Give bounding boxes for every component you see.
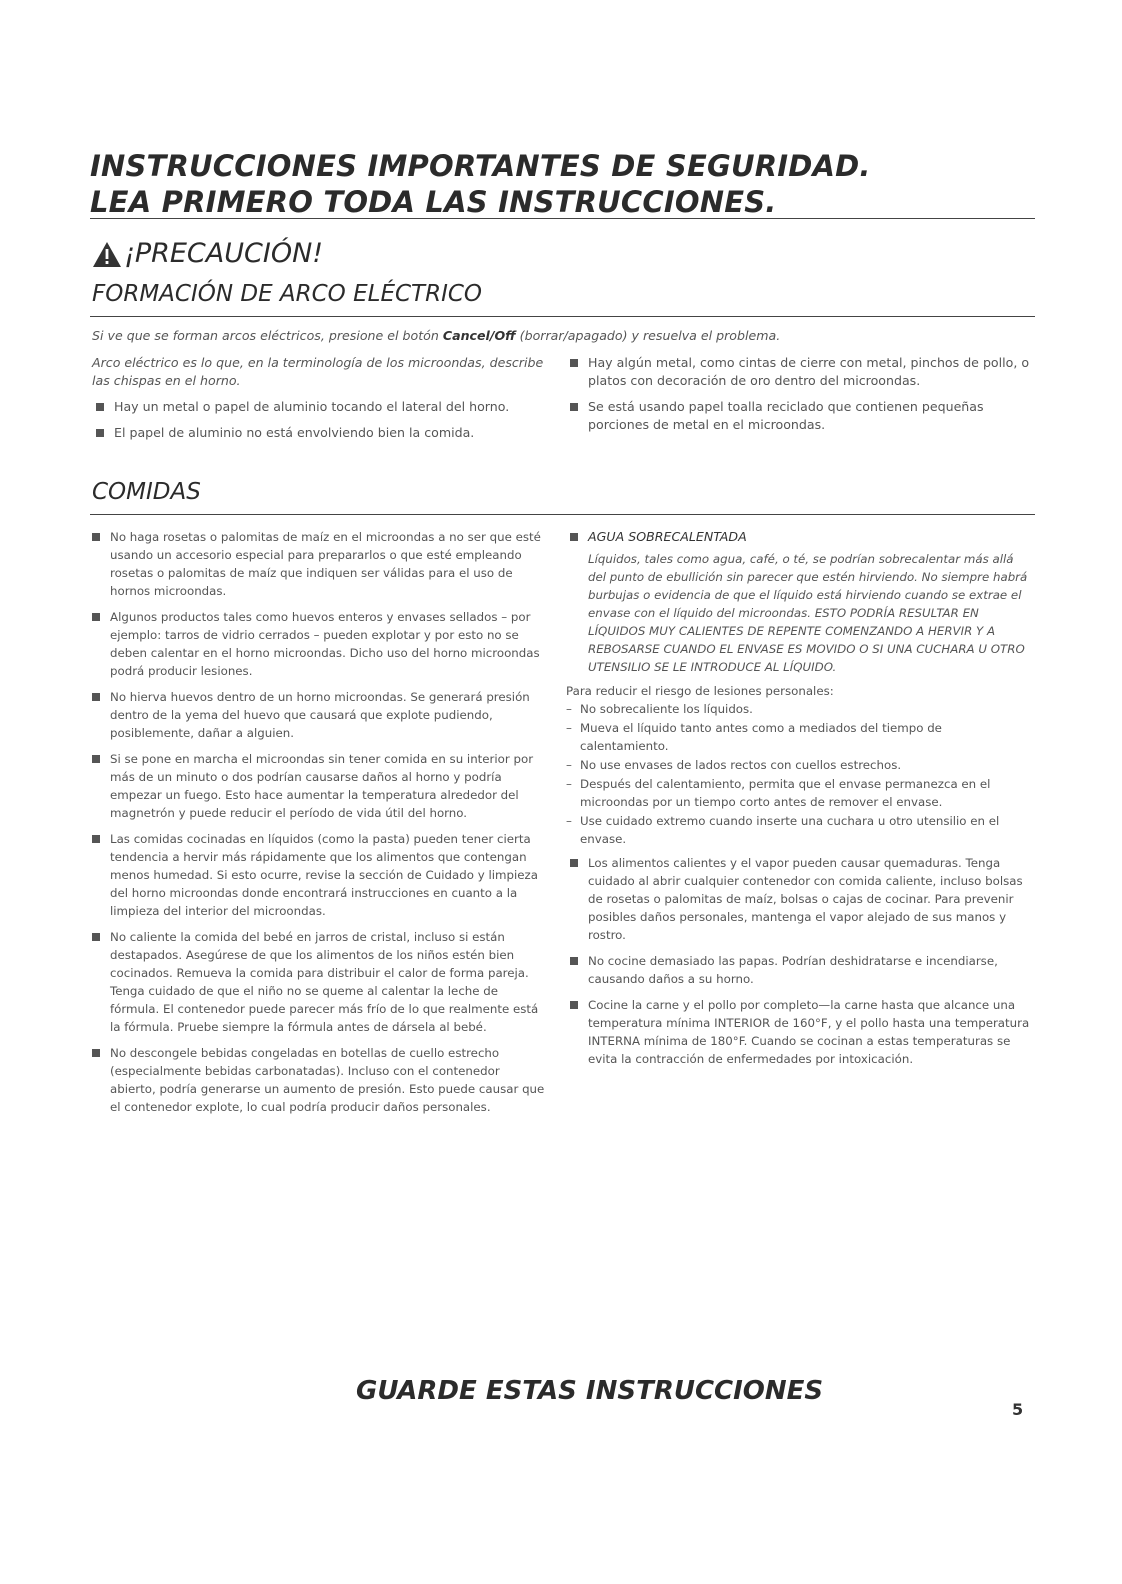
list-item bbox=[566, 398, 1032, 434]
list-item bbox=[88, 830, 548, 920]
list-item bbox=[566, 812, 1032, 848]
tip-text: No use envases de lados rectos con cuellos estrechos. bbox=[580, 758, 902, 772]
title-rule bbox=[90, 218, 1035, 219]
cancel-off-button-name: Cancel/Off bbox=[442, 328, 516, 343]
dash-bullet: – bbox=[566, 777, 572, 791]
bullet-text: El papel de aluminio no está envolviendo bien la comida. bbox=[114, 425, 475, 440]
list-item bbox=[88, 608, 548, 680]
square-bullet-icon bbox=[92, 613, 100, 621]
square-bullet-icon bbox=[92, 933, 100, 941]
list-item bbox=[92, 398, 552, 416]
dash-bullet: – bbox=[566, 721, 572, 735]
superheated-water-body: Líquidos, tales como agua, café, o té, se podrían sobrecalentar más allá del punto de ebullición sin parecer que estén hirviendo. No siempre habrá burbujas o evidencia de que el líquido está hirviendo cuando se extrae el envase con el líquido del microondas. ESTO PODRÍA RESULTAR EN LÍQUIDOS MUY CALIENTES DE REPENTE COMENZANDO A HERVIR Y A REBOSARSE CUANDO EL ENVASE ES MOVIDO O SI UNA CUCHARA U OTRO UTENSILIO SE LE INTRODUCE AL LÍQUIDO. bbox=[588, 552, 1028, 674]
square-bullet-icon bbox=[92, 693, 100, 701]
superheated-water-item bbox=[566, 528, 1032, 546]
bullet-text: No caliente la comida del bebé en jarros de cristal, incluso si están destapados. Asegúrese de que los alimentos de los niños estén bien cocinados. Remueva la comida para distribuir el calor de forma pareja. Tenga cuidado de que el niño no se queme al calentar la leche de fórmula. El contenedor puede parecer más frío de lo que realmente está la fórmula. Pruebe siempre la fórmula antes de dársela al bebé. bbox=[110, 930, 539, 1034]
tip-text: Use cuidado extremo cuando inserte una cuchara u otro utensilio en el envase. bbox=[580, 814, 1000, 846]
list-item bbox=[566, 952, 1032, 988]
bullet-text: Se está usando papel toalla reciclado que contienen pequeñas porciones de metal en el microondas. bbox=[588, 399, 984, 432]
bullet-text: Las comidas cocinadas en líquidos (como la pasta) pueden tener cierta tendencia a hervir más rápidamente que los alimentos que contengan menos humedad. Si esto ocurre, revise la sección de Cuidado y limpieza del horno microondas donde encontrará instrucciones en cuanto a la limpieza del interior del microondas. bbox=[110, 832, 538, 918]
arcing-left-column bbox=[92, 354, 552, 450]
caution-label: ¡PRECAUCIÓN! bbox=[124, 238, 324, 269]
square-bullet-icon bbox=[92, 1049, 100, 1057]
square-bullet-icon bbox=[96, 429, 104, 437]
foods-left-column bbox=[88, 528, 548, 1124]
list-item bbox=[92, 424, 552, 442]
list-item bbox=[88, 928, 548, 1036]
warning-triangle-icon bbox=[92, 241, 122, 268]
page-title bbox=[90, 148, 1035, 220]
save-instructions-footer: GUARDE ESTAS INSTRUCCIONES bbox=[356, 1376, 824, 1406]
square-bullet-icon bbox=[96, 403, 104, 411]
list-item bbox=[566, 996, 1032, 1068]
caution-heading bbox=[92, 238, 323, 270]
bullet-text: Si se pone en marcha el microondas sin tener comida en su interior por más de un minuto o dos podrían causarse daños al horno y podría empezar un fuego. Esto hace aumentar la temperatura alrededor del magnetrón y puede reducir el período de vida útil del horno. bbox=[110, 752, 534, 820]
square-bullet-icon bbox=[92, 835, 100, 843]
superheated-water-title: AGUA SOBRECALENTADA bbox=[588, 529, 747, 544]
arcing-definition: Arco eléctrico es lo que, en la terminología de los microondas, describe las chispas en el horno. bbox=[92, 355, 544, 388]
bullet-text: Cocine la carne y el pollo por completo—la carne hasta que alcance una temperatura mínima INTERIOR de 160°F, y el pollo hasta una temperatura INTERNA mínima de 180°F. Cuando se cocinan a estas temperaturas se evita la contracción de enfermedades por intoxicación. bbox=[588, 998, 1030, 1066]
foods-heading: COMIDAS bbox=[92, 479, 201, 505]
square-bullet-icon bbox=[92, 755, 100, 763]
square-bullet-icon bbox=[570, 859, 578, 867]
bullet-text: No cocine demasiado las papas. Podrían deshidratarse e incendiarse, causando daños a su horno. bbox=[588, 954, 998, 986]
bullet-text: Algunos productos tales como huevos enteros y envases sellados – por ejemplo: tarros de vidrio cerrados – pueden explotar y por esto no se deben calentar en el horno microondas. Dicho uso del horno microondas podrá producir lesiones. bbox=[110, 610, 540, 678]
arcing-heading: FORMACIÓN DE ARCO ELÉCTRICO bbox=[92, 281, 483, 307]
dash-bullet: – bbox=[566, 702, 572, 716]
list-item bbox=[566, 756, 1032, 774]
arcing-intro-tail: (borrar/apagado) y resuelva el problema. bbox=[515, 328, 781, 343]
square-bullet-icon bbox=[570, 533, 578, 541]
list-item bbox=[88, 528, 548, 600]
bullet-text: Los alimentos calientes y el vapor pueden causar quemaduras. Tenga cuidado al abrir cualquier contenedor con comida caliente, incluso bolsas de rosetas o palomitas de maíz, bolsas o cajas de cocinar. Para prevenir posibles daños personales, mantenga el vapor alejado de sus manos y rostro. bbox=[588, 856, 1023, 942]
bullet-text: No haga rosetas o palomitas de maíz en el microondas a no ser que esté usando un accesorio especial para prepararlos o que esté empleando rosetas o palomitas de maíz que indiquen ser válidas para el uso de hornos microondas. bbox=[110, 530, 541, 598]
list-item bbox=[566, 354, 1032, 390]
square-bullet-icon bbox=[570, 957, 578, 965]
arcing-intro-text: Si ve que se forman arcos eléctricos, presione el botón bbox=[92, 328, 443, 343]
list-item bbox=[88, 750, 548, 822]
title-line-1: INSTRUCCIONES IMPORTANTES DE SEGURIDAD. bbox=[90, 149, 871, 183]
dash-bullet: – bbox=[566, 758, 572, 772]
arcing-right-column bbox=[566, 354, 1032, 442]
tip-text: Después del calentamiento, permita que el envase permanezca en el microondas por un tiempo corto antes de remover el envase. bbox=[580, 777, 991, 809]
list-item bbox=[566, 854, 1032, 944]
dash-bullet: – bbox=[566, 814, 572, 828]
page-number: 5 bbox=[1012, 1400, 1024, 1419]
square-bullet-icon bbox=[92, 533, 100, 541]
square-bullet-icon bbox=[570, 1001, 578, 1009]
reduce-risk-intro: Para reducir el riesgo de lesiones personales: bbox=[566, 684, 834, 698]
foods-right-column bbox=[566, 528, 1032, 1076]
square-bullet-icon bbox=[570, 403, 578, 411]
tip-text: No sobrecaliente los líquidos. bbox=[580, 702, 753, 716]
list-item bbox=[566, 775, 1032, 811]
bullet-text: Hay un metal o papel de aluminio tocando el lateral del horno. bbox=[114, 399, 510, 414]
title-line-2: LEA PRIMERO TODA LAS INSTRUCCIONES. bbox=[90, 185, 777, 219]
bullet-text: No hierva huevos dentro de un horno microondas. Se generará presión dentro de la yema del huevo que causará que explote pudiendo, posiblemente, dañar a alguien. bbox=[110, 690, 530, 740]
list-item bbox=[88, 1044, 548, 1116]
list-item bbox=[88, 688, 548, 742]
arcing-intro bbox=[92, 328, 1032, 343]
foods-rule bbox=[90, 514, 1035, 515]
arcing-rule bbox=[90, 316, 1035, 317]
superheated-tips-list bbox=[566, 700, 1032, 848]
list-item bbox=[566, 719, 1032, 755]
bullet-text: Hay algún metal, como cintas de cierre con metal, pinchos de pollo, o platos con decoración de oro dentro del microondas. bbox=[588, 355, 1030, 388]
square-bullet-icon bbox=[570, 359, 578, 367]
tip-text: Mueva el líquido tanto antes como a mediados del tiempo de calentamiento. bbox=[580, 721, 942, 753]
bullet-text: No descongele bebidas congeladas en botellas de cuello estrecho (especialmente bebidas carbonatadas). Incluso con el contenedor abierto, podría generarse un aumento de presión. Esto puede causar que el contenedor explote, lo cual podría producir daños personales. bbox=[110, 1046, 545, 1114]
list-item bbox=[566, 700, 1032, 718]
